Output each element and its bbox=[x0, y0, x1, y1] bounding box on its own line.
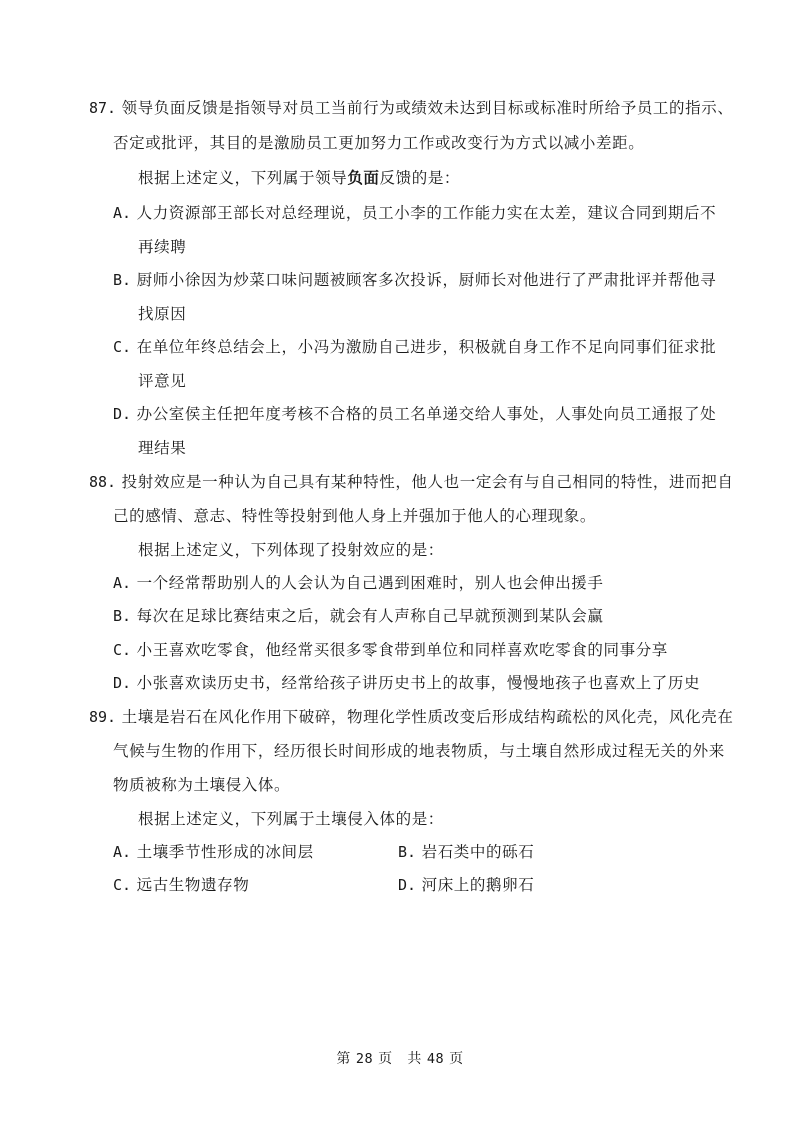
question-87-option-a-text-1: 人力资源部王部长对总经理说，员工小李的工作能力实在太差，建议合同到期后不 bbox=[136, 204, 717, 222]
question-88-option-b-letter: B. bbox=[113, 607, 132, 625]
question-89-stem-line-2: 气候与生物的作用下，经历很长时间形成的地表物质，与土壤自然形成过程无关的外来 bbox=[113, 742, 725, 760]
question-87-option-b-text-1: 厨师小徐因为炒菜口味问题被顾客多次投诉，厨师长对他进行了严肃批评并帮他寻 bbox=[136, 271, 717, 289]
footer-total-suffix: 页 bbox=[449, 1051, 464, 1067]
question-87-option-d-letter: D. bbox=[113, 405, 132, 423]
question-88-option-a bbox=[113, 573, 604, 593]
question-87-option-a-letter: A. bbox=[113, 204, 132, 222]
question-87-stem-line-1 bbox=[89, 98, 733, 118]
question-88-option-b-text: 每次在足球比赛结束之后，就会有人声称自己早就预测到某队会赢 bbox=[136, 607, 604, 625]
question-88-option-c bbox=[113, 640, 668, 660]
question-88-stem-line-2: 己的感情、意志、特性等投射到他人身上并强加于他人的心理现象。 bbox=[113, 507, 597, 525]
question-88-option-d-text: 小张喜欢读历史书，经常给孩子讲历史书上的故事，慢慢地孩子也喜欢上了历史 bbox=[136, 674, 701, 692]
question-89-option-b-letter: B. bbox=[398, 843, 417, 861]
question-89-option-b bbox=[398, 842, 534, 862]
question-88-stem-text-1: 投射效应是一种认为自己具有某种特性，他人也一定会有与自己相同的特性，进而把自 bbox=[121, 473, 734, 491]
question-89-number: 89. bbox=[89, 708, 117, 726]
question-88-option-c-text: 小王喜欢吃零食，他经常买很多零食带到单位和同样喜欢吃零食的同事分享 bbox=[136, 641, 668, 659]
question-89-option-d bbox=[398, 875, 534, 895]
question-89-option-c bbox=[113, 875, 249, 895]
question-89-option-a-text: 土壤季节性形成的冰间层 bbox=[136, 843, 314, 861]
question-88-stem-line-1 bbox=[89, 472, 733, 492]
footer-prefix: 第 bbox=[336, 1051, 351, 1067]
question-88-prompt: 根据上述定义，下列体现了投射效应的是： bbox=[138, 541, 444, 559]
footer-page-word: 页 bbox=[378, 1051, 393, 1067]
question-88-option-a-text: 一个经常帮助别人的人会认为自己遇到困难时，别人也会伸出援手 bbox=[136, 574, 604, 592]
question-87-option-b-letter: B. bbox=[113, 271, 132, 289]
question-89-option-c-text: 远古生物遗存物 bbox=[136, 876, 250, 894]
page-footer bbox=[0, 1050, 800, 1068]
question-87-option-c-line-1 bbox=[113, 337, 716, 357]
question-87-option-b-line-2: 找原因 bbox=[138, 305, 187, 323]
question-88-option-d bbox=[113, 673, 700, 693]
question-89-option-c-letter: C. bbox=[113, 876, 132, 894]
question-89-stem-line-3: 物质被称为土壤侵入体。 bbox=[113, 776, 291, 794]
question-89-option-a bbox=[113, 842, 314, 862]
question-87-option-d-line-2: 理结果 bbox=[138, 439, 187, 457]
question-87-option-b-line-1 bbox=[113, 270, 716, 290]
footer-page-number: 28 bbox=[355, 1051, 374, 1067]
question-88-option-d-letter: D. bbox=[113, 674, 132, 692]
question-87-stem-text-1: 领导负面反馈是指领导对员工当前行为或绩效未达到目标或标准时所给予员工的指示、 bbox=[121, 99, 734, 117]
question-87-option-c-text-1: 在单位年终总结会上，小冯为激励自己进步，积极就自身工作不足向同事们征求批 bbox=[136, 338, 717, 356]
question-89-stem-text-1: 土壤是岩石在风化作用下破碎，物理化学性质改变后形成结构疏松的风化壳，风化壳在 bbox=[121, 708, 734, 726]
question-89-option-b-text: 岩石类中的砾石 bbox=[421, 843, 535, 861]
question-88-option-a-letter: A. bbox=[113, 574, 132, 592]
question-87-prompt-emphasis: 负面 bbox=[347, 168, 380, 187]
question-87-prompt-pre: 根据上述定义，下列属于领导 bbox=[138, 169, 348, 187]
question-89-option-a-letter: A. bbox=[113, 843, 132, 861]
footer-total-word: 共 bbox=[407, 1051, 422, 1067]
footer-total-pages: 48 bbox=[426, 1051, 445, 1067]
question-88-number: 88. bbox=[89, 473, 117, 491]
question-89-option-d-text: 河床上的鹅卵石 bbox=[421, 876, 535, 894]
question-87-option-c-letter: C. bbox=[113, 338, 132, 356]
question-87-prompt bbox=[138, 168, 460, 188]
question-87-option-a-line-1 bbox=[113, 203, 716, 223]
question-87-number: 87. bbox=[89, 99, 117, 117]
question-88-option-c-letter: C. bbox=[113, 641, 132, 659]
question-87-option-c-line-2: 评意见 bbox=[138, 372, 187, 390]
question-87-option-d-line-1 bbox=[113, 404, 716, 424]
question-89-prompt: 根据上述定义，下列属于土壤侵入体的是： bbox=[138, 810, 444, 828]
question-87-prompt-post: 反馈的是： bbox=[379, 169, 461, 187]
question-87-option-d-text-1: 办公室侯主任把年度考核不合格的员工名单递交给人事处，人事处向员工通报了处 bbox=[136, 405, 717, 423]
question-87-option-a-line-2: 再续聘 bbox=[138, 238, 187, 256]
question-87-stem-line-2: 否定或批评，其目的是激励员工更加努力工作或改变行为方式以减小差距。 bbox=[113, 134, 645, 152]
question-88-option-b bbox=[113, 606, 604, 626]
question-89-option-d-letter: D. bbox=[398, 876, 417, 894]
question-89-stem-line-1 bbox=[89, 707, 733, 727]
